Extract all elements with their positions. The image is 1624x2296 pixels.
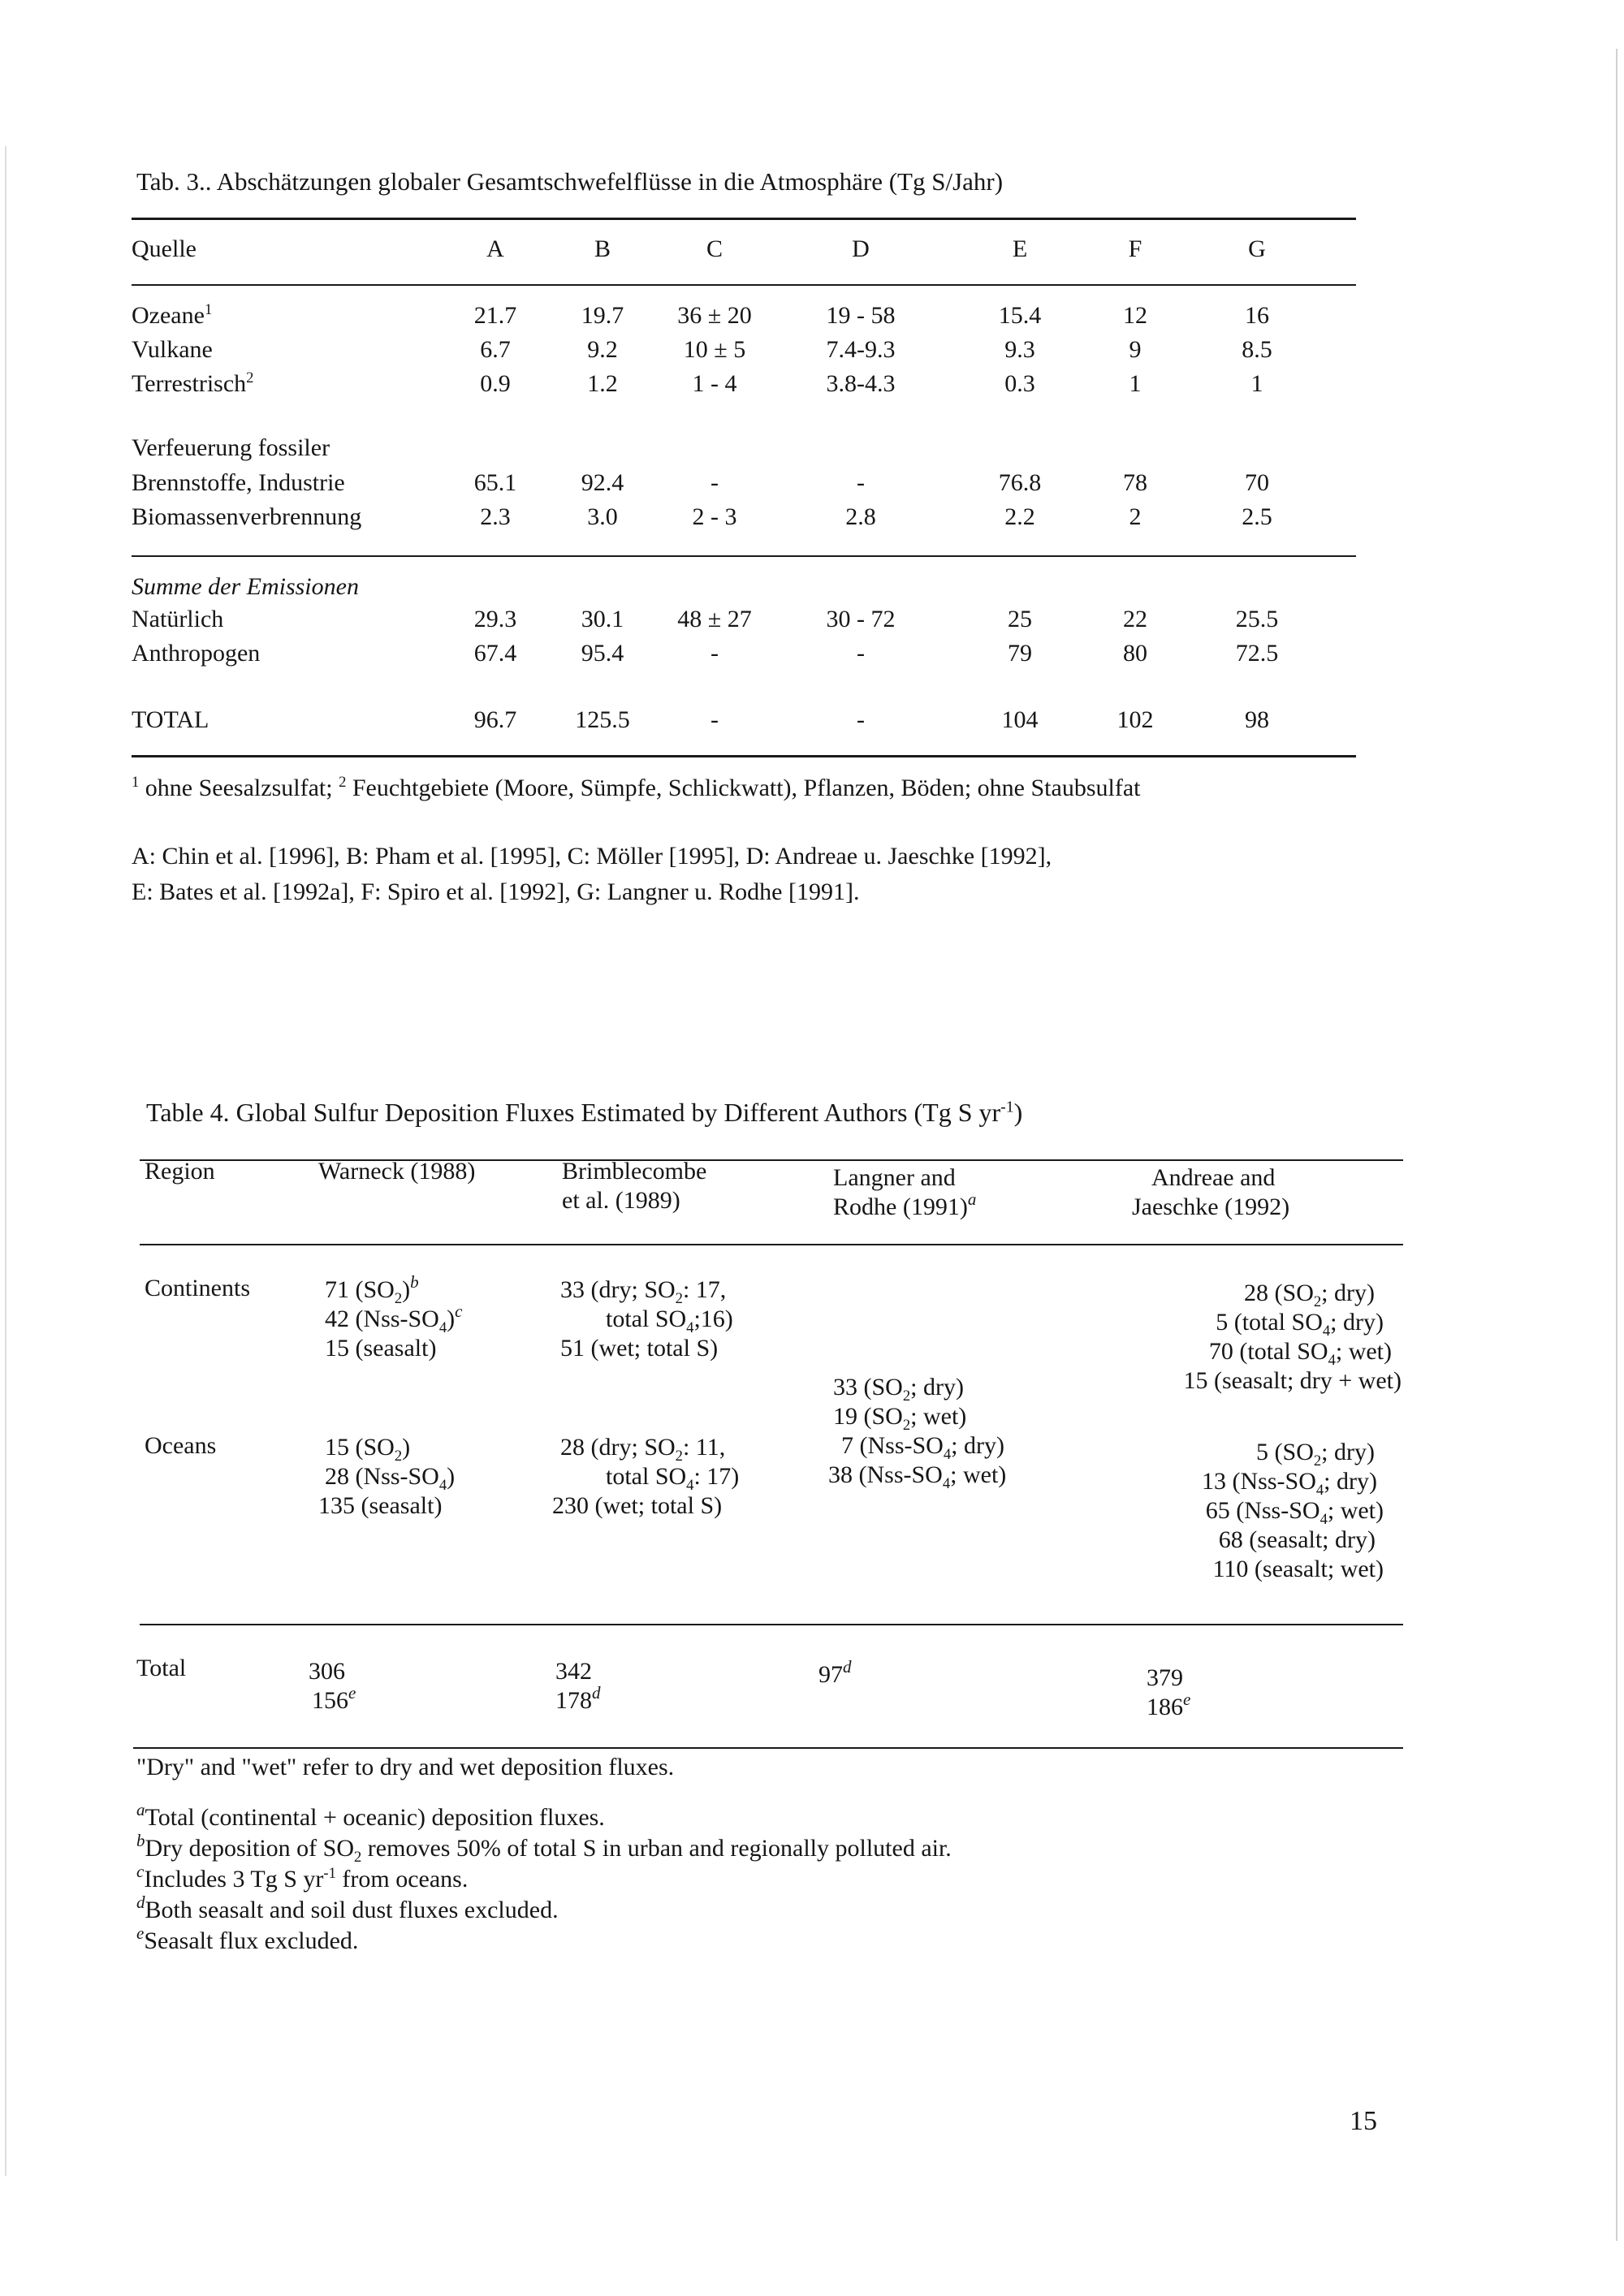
- table4-caption-sup: -1: [1000, 1098, 1014, 1116]
- table3-footnote-text-1: ohne Seesalzsulfat;: [139, 775, 339, 801]
- table4-warneck-continents-so2: 71 $(SO_2)^b$: [325, 1272, 419, 1307]
- table4-footnote-d-text: Both seasalt and soil dust fluxes excluded.: [145, 1897, 559, 1923]
- table4-header-andreae-1: Andreae and: [1151, 1164, 1276, 1191]
- table3-natural-row-cell: 0.9: [480, 370, 511, 397]
- table3-natural-row-cell: 15.4: [998, 302, 1042, 329]
- table4-header-langner-2: [833, 1189, 977, 1224]
- table4-brim-total-2: [555, 1685, 601, 1718]
- table4-footnote-c-mark: c: [136, 1862, 145, 1882]
- table3-natural-row-cell: 16: [1245, 302, 1269, 329]
- table4-header-andreae-2: Jaeschke (1992): [1132, 1193, 1290, 1220]
- table4-warneck-total-2-value: 156: [312, 1687, 348, 1714]
- table4-header-rule: [140, 1244, 1403, 1245]
- table3-anthropogenic-row-cell: 65.1: [473, 469, 517, 496]
- table4-langner-nss-dry: 7 ($Nss-SO_4$; dry): [841, 1432, 1004, 1463]
- table4-footnote-e-mark: e: [136, 1923, 145, 1944]
- table3-natural-row-cell: 1: [1250, 370, 1263, 397]
- table3-header-col-F: F: [1128, 235, 1142, 262]
- table3-summe-label: Summe der Emissionen: [132, 573, 359, 600]
- table4-footnote-b-text: Dry deposition of SO: [145, 1835, 354, 1862]
- table4-header-warneck: Warneck (1988): [318, 1158, 476, 1185]
- table3-anthropogenic-row-cell: 2.2: [1004, 503, 1035, 530]
- table3-top-rule: [132, 218, 1356, 220]
- table3-sum-rule: [132, 555, 1356, 557]
- table4-total-label: Total: [136, 1655, 187, 1681]
- table3-anthropogenic-row-cell: 2 - 3: [692, 503, 737, 530]
- table3-natural-row-cell: 3.8-4.3: [826, 370, 896, 397]
- table3-sum-row-cell: 22: [1123, 606, 1147, 632]
- table4-footnote-a-mark: a: [136, 1800, 145, 1820]
- table3-natural-row-label: Ozeane$^1$: [132, 301, 213, 329]
- table4-andr-continents-so2: 28 ($SO_2$; dry): [1244, 1280, 1375, 1310]
- table3-header-col-C: C: [706, 235, 723, 262]
- table4-header-region: Region: [145, 1158, 215, 1185]
- table4-footnote-a: [136, 1800, 605, 1832]
- table4-footnote-a-text: Total (continental + oceanic) deposition fluxes.: [145, 1804, 605, 1831]
- table4-langner-so2-dry: 33 ($SO_2$; dry): [833, 1374, 964, 1405]
- table3-sum-row-cell: -: [710, 640, 719, 667]
- table3-sum-row-cell: 25: [1008, 606, 1032, 632]
- table4-brim-oceans-total: total $SO_4$: 17): [606, 1463, 740, 1494]
- table4-andr-oceans-so2: 5 ($SO_2$; dry): [1256, 1439, 1375, 1470]
- table3-natural-row-cell: 19.7: [581, 302, 624, 329]
- table3-natural-row-cell: 10 ± 5: [683, 336, 746, 363]
- table3-header-col-G: G: [1248, 235, 1266, 262]
- table4-row-continents: Continents: [145, 1275, 251, 1301]
- table4-footnote-c-text: Includes 3 Tg S yr: [144, 1866, 324, 1892]
- table3-natural-row-label-footnote-mark: 1: [204, 301, 213, 318]
- table4-langner-total-mark: d: [843, 1657, 852, 1677]
- table4-brim-continents-wet: 51 (wet; total S): [560, 1335, 719, 1362]
- table3-total-cell: -: [857, 706, 865, 733]
- table4-warneck-total-2: [312, 1685, 356, 1718]
- table3-bottom-rule: [132, 755, 1356, 757]
- table3-total-cell: 96.7: [473, 706, 517, 733]
- table4-andr-oceans-seasalt-wet: 110 (seasalt; wet): [1212, 1556, 1384, 1582]
- table3-header-col-E: E: [1012, 235, 1028, 262]
- table3-sum-row-cell: 29.3: [473, 606, 517, 632]
- table3-anthropogenic-row-cell: 2: [1129, 503, 1142, 530]
- table3-natural-row-cell: 9.3: [1004, 336, 1035, 363]
- table3-natural-row-cell: 9.2: [587, 336, 618, 363]
- table4-header-langner-1: Langner and: [833, 1164, 956, 1191]
- table3-sum-row-cell: 67.4: [473, 640, 517, 667]
- table3-natural-row-cell: 1.2: [587, 370, 618, 397]
- table4-andr-oceans-nss-dry: 13 ($Nss-SO_4$; dry): [1202, 1468, 1377, 1499]
- table3-header-rule: [132, 284, 1356, 286]
- table4-brim-oceans-dry: 28 (dry; $SO_2$: 11,: [560, 1434, 726, 1465]
- table3-references-line2: E: Bates et al. [1992a], F: Spiro et al. [1992], G: Langner u. Rodhe [1991].: [132, 878, 860, 905]
- table3-anthropogenic-row-cell: 2.8: [845, 503, 876, 530]
- table4-warneck-oceans-nss: 28 $(Nss-SO_4)$: [325, 1463, 456, 1494]
- table4-andr-continents-seasalt: 15 (seasalt; dry + wet): [1183, 1367, 1402, 1394]
- table4-andr-continents-so4-dry: 5 (total $SO_4$; dry): [1216, 1309, 1384, 1340]
- table3-caption: Tab. 3.. Abschätzungen globaler Gesamtschwefelflüsse in die Atmosphäre (Tg S/Jahr): [136, 167, 1004, 196]
- table4-footnote-e: [136, 1923, 359, 1955]
- table3-natural-row-cell: 12: [1123, 302, 1147, 329]
- table3-anthropogenic-row-cell: 78: [1123, 469, 1147, 496]
- table3-sum-row-cell: 95.4: [581, 640, 624, 667]
- table4-caption-end: ): [1013, 1098, 1023, 1127]
- table3-total-cell: 125.5: [575, 706, 630, 733]
- table3-sum-row-label: Natürlich: [132, 606, 224, 632]
- scan-edge-left: [5, 146, 6, 2176]
- table3-fossil-label: Verfeuerung fossiler: [132, 434, 330, 461]
- table4-brim-total-2-value: 178: [555, 1687, 592, 1714]
- table4-header-brimblecombe-1: Brimblecombe: [562, 1158, 707, 1185]
- table3-total-label: TOTAL: [132, 706, 209, 733]
- table3-sum-row-cell: 30.1: [581, 606, 624, 632]
- table4-andr-oceans-nss-wet: 65 ($Nss-SO_4$; wet): [1205, 1497, 1384, 1528]
- table4-total-rule: [140, 1624, 1403, 1625]
- table4-footnote-d-mark: d: [136, 1892, 145, 1913]
- table3-natural-row-label-footnote-mark: 2: [246, 369, 254, 386]
- table4-footnote-b-mark: b: [136, 1831, 145, 1851]
- table4-footnote-d: [136, 1892, 559, 1924]
- table4-langner-total: [818, 1659, 852, 1692]
- table3-natural-row-cell: 19 - 58: [826, 302, 896, 329]
- table3-footnote-text-2: Feuchtgebiete (Moore, Sümpfe, Schlickwatt), Pflanzen, Böden; ohne Staubsulfat: [346, 775, 1141, 801]
- table3-sum-row-cell: 72.5: [1235, 640, 1279, 667]
- scan-edge-right: [1616, 49, 1618, 2241]
- table4-andr-total-1: 379: [1147, 1664, 1183, 1691]
- table4-langner-so2-wet: 19 ($SO_2$; wet): [833, 1403, 967, 1434]
- table3-sum-row-cell: 80: [1123, 640, 1147, 667]
- table3-header-quelle: Quelle: [132, 235, 197, 262]
- table4-caption: [146, 1098, 1022, 1128]
- table3-natural-row-cell: 36 ± 20: [677, 302, 752, 329]
- table4-warneck-continents-nss: 42 $(Nss-SO_4)^c$: [325, 1301, 463, 1336]
- table3-natural-row-cell: 1: [1129, 370, 1142, 397]
- table4-langner-nss-wet: 38 ($Nss-SO_4$; wet): [828, 1461, 1007, 1492]
- table4-footnote-c: [136, 1862, 469, 1893]
- table3-sum-row-cell: 79: [1008, 640, 1032, 667]
- table4-header-brimblecombe-2: et al. (1989): [562, 1187, 680, 1214]
- table3-anthropogenic-row-cell: -: [857, 469, 865, 496]
- table3-footnote-mark-2: 2: [339, 774, 347, 791]
- table3-sum-row-cell: 25.5: [1235, 606, 1279, 632]
- table4-langner-total-value: 97: [818, 1661, 843, 1688]
- table3-total-cell: -: [710, 706, 719, 733]
- table3-sum-row-label: Anthropogen: [132, 640, 261, 667]
- table4-brim-total-mark: d: [592, 1683, 601, 1703]
- table3-references-line1: A: Chin et al. [1996], B: Pham et al. [1995], C: Möller [1995], D: Andreae u. Jaeschke [1992],: [132, 843, 1052, 870]
- table4-footnote-b-sub: 2: [354, 1849, 362, 1866]
- table4-brim-total-1: 342: [555, 1658, 592, 1685]
- table3-anthropogenic-row-cell: 2.5: [1242, 503, 1272, 530]
- table4-andr-total-2-value: 186: [1147, 1694, 1183, 1720]
- table3-natural-row-cell: 0.3: [1004, 370, 1035, 397]
- table4-warneck-total-1: 306: [309, 1658, 345, 1685]
- table4-footnote-e-text: Seasalt flux excluded.: [144, 1927, 359, 1954]
- table3-sum-row-cell: 48 ± 27: [677, 606, 752, 632]
- table4-brim-continents-dry: 33 (dry; $SO_2$: 17,: [560, 1276, 727, 1307]
- table3-natural-row-cell: 9: [1129, 336, 1142, 363]
- table4-andr-total-2: [1147, 1692, 1190, 1724]
- table4-brim-continents-total: total $SO_4;16$): [606, 1306, 733, 1336]
- page-number: 15: [1350, 2106, 1377, 2136]
- table3-natural-row-cell: 8.5: [1242, 336, 1272, 363]
- table3-natural-row-cell: 1 - 4: [692, 370, 737, 397]
- table3-footnotes: [132, 775, 1140, 802]
- table4-header-langner-2-text: Rodhe (1991): [833, 1193, 968, 1220]
- table4-andr-total-mark: e: [1183, 1690, 1191, 1710]
- table3-sum-row-cell: -: [857, 640, 865, 667]
- table3-natural-row-cell: 7.4-9.3: [826, 336, 896, 363]
- table3-natural-row-label: Vulkane: [132, 336, 213, 363]
- table3-total-cell: 98: [1245, 706, 1269, 733]
- table3-anthropogenic-row-cell: 76.8: [998, 469, 1042, 496]
- table4-brim-oceans-wet: 230 (wet; total S): [552, 1492, 723, 1519]
- table4-row-oceans: Oceans: [145, 1432, 217, 1459]
- table3-natural-row-label: Terrestrisch$^2$: [132, 369, 254, 397]
- table3-natural-row-cell: 21.7: [473, 302, 517, 329]
- table4-header-langner-mark: a: [967, 1189, 977, 1210]
- table3-anthropogenic-row-cell: 70: [1245, 469, 1269, 496]
- table3-anthropogenic-row-cell: -: [710, 469, 719, 496]
- table4-footnote-c-rest: from oceans.: [335, 1866, 469, 1892]
- table3-header-col-D: D: [852, 235, 870, 262]
- table4-bottom-rule: [133, 1747, 1403, 1749]
- table3-header-col-B: B: [594, 235, 611, 262]
- table4-warneck-oceans-seasalt: 135 (seasalt): [318, 1492, 443, 1519]
- table3-sum-row-cell: 30 - 72: [826, 606, 896, 632]
- table3-header-col-A: A: [486, 235, 504, 262]
- table3-anthropogenic-row-cell: 92.4: [581, 469, 624, 496]
- table3-anthropogenic-row-cell: 2.3: [480, 503, 511, 530]
- table3-footnote-mark-1: 1: [132, 774, 140, 791]
- table4-warneck-total-mark: e: [348, 1683, 356, 1703]
- table4-footnote-b-rest: removes 50% of total S in urban and regionally polluted air.: [361, 1835, 952, 1862]
- table4-footnote-c-sup: -1: [323, 1865, 336, 1882]
- table4-warneck-oceans-so2: 15 $(SO_2)$: [325, 1434, 411, 1465]
- table3-anthropogenic-row-label: Biomassenverbrennung: [132, 503, 362, 530]
- table3-total-cell: 102: [1116, 706, 1154, 733]
- table4-note: "Dry" and "wet" refer to dry and wet deposition fluxes.: [136, 1754, 675, 1780]
- table3-anthropogenic-row-cell: 3.0: [587, 503, 618, 530]
- table4-andr-oceans-seasalt-dry: 68 (seasalt; dry): [1218, 1526, 1376, 1553]
- table4-caption-text: Table 4. Global Sulfur Deposition Fluxes Estimated by Different Authors (Tg S yr: [146, 1098, 1001, 1127]
- table4-warneck-continents-seasalt: 15 (seasalt): [325, 1335, 437, 1362]
- table3-anthropogenic-row-label: Brennstoffe, Industrie: [132, 469, 345, 496]
- table3-natural-row-cell: 6.7: [480, 336, 511, 363]
- table3-total-cell: 104: [1001, 706, 1039, 733]
- table4-footnote-b: [136, 1831, 952, 1866]
- table4-andr-continents-so4-wet: 70 (total $SO_4$; wet): [1208, 1338, 1392, 1369]
